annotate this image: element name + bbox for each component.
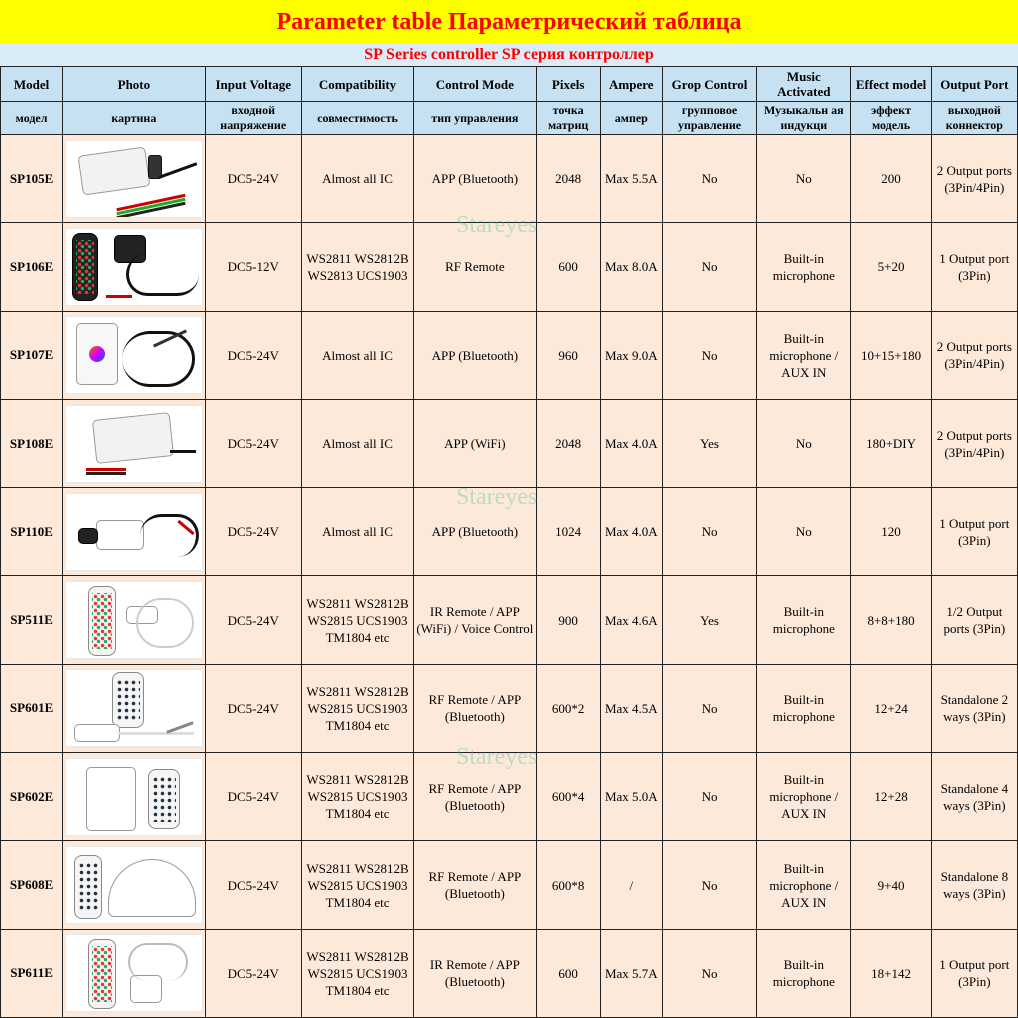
header-ru-control-mode: тип управления — [414, 102, 536, 135]
table-row — [1, 399, 1018, 487]
group-control-cell: Yes — [662, 399, 756, 487]
header-photo: Photo — [63, 67, 205, 102]
ampere-cell: Max 9.0A — [600, 311, 662, 399]
compatibility-cell: WS2811 WS2812B WS2815 UCS1903 TM1804 etc — [301, 576, 413, 664]
photo-cell — [63, 576, 205, 664]
compatibility-cell: Almost all IC — [301, 311, 413, 399]
group-control-cell: No — [662, 664, 756, 752]
control-mode-cell: RF Remote — [414, 223, 536, 311]
table-row — [1, 311, 1018, 399]
group-control-cell: No — [662, 135, 756, 223]
music-cell: Built-in microphone — [757, 223, 851, 311]
group-control-cell: Yes — [662, 576, 756, 664]
pixels-cell: 600*8 — [536, 841, 600, 929]
header-ru-photo: картина — [63, 102, 205, 135]
photo-cell — [63, 135, 205, 223]
header-row-ru — [1, 102, 1018, 135]
photo-cell — [63, 488, 205, 576]
music-cell: No — [757, 135, 851, 223]
voltage-cell: DC5-12V — [205, 223, 301, 311]
compatibility-cell: Almost all IC — [301, 488, 413, 576]
watermark: Stareyes — [456, 484, 538, 510]
output-port-cell: 1 Output port (3Pin) — [931, 929, 1017, 1017]
header-effect-model: Effect model — [851, 67, 931, 102]
model-cell: SP511E — [1, 576, 63, 664]
ampere-cell: Max 5.7A — [600, 929, 662, 1017]
effect-cell: 9+40 — [851, 841, 931, 929]
music-cell: No — [757, 399, 851, 487]
model-cell: SP106E — [1, 223, 63, 311]
music-cell: Built-in microphone — [757, 929, 851, 1017]
output-port-cell: 1 Output port (3Pin) — [931, 223, 1017, 311]
output-port-cell: Standalone 4 ways (3Pin) — [931, 753, 1017, 841]
effect-cell: 180+DIY — [851, 399, 931, 487]
table-row — [1, 664, 1018, 752]
header-ru-model: модел — [1, 102, 63, 135]
header-output-port: Output Port — [931, 67, 1017, 102]
header-ru-compatibility: совместимость — [301, 102, 413, 135]
wifi-controller-photo — [65, 405, 202, 483]
table-row — [1, 135, 1018, 223]
ampere-cell: / — [600, 841, 662, 929]
group-control-cell: No — [662, 311, 756, 399]
music-cell: No — [757, 488, 851, 576]
pixels-cell: 600 — [536, 223, 600, 311]
controller-with-cables-photo — [65, 140, 202, 218]
control-mode-cell: APP (Bluetooth) — [414, 135, 536, 223]
header-compatibility: Compatibility — [301, 67, 413, 102]
group-control-cell: No — [662, 929, 756, 1017]
pixels-cell: 1024 — [536, 488, 600, 576]
model-cell: SP110E — [1, 488, 63, 576]
ampere-cell: Max 8.0A — [600, 223, 662, 311]
voltage-cell: DC5-24V — [205, 311, 301, 399]
pixels-cell: 600*2 — [536, 664, 600, 752]
effect-cell: 12+24 — [851, 664, 931, 752]
table-row — [1, 929, 1018, 1017]
pixels-cell: 2048 — [536, 399, 600, 487]
model-cell: SP608E — [1, 841, 63, 929]
photo-cell — [63, 841, 205, 929]
compatibility-cell: WS2811 WS2812B WS2815 UCS1903 TM1804 etc — [301, 664, 413, 752]
ampere-cell: Max 5.0A — [600, 753, 662, 841]
voltage-cell: DC5-24V — [205, 841, 301, 929]
table-row — [1, 576, 1018, 664]
remote-and-round-controller-photo — [65, 846, 202, 924]
header-ru-effect-model: эффект модель — [851, 102, 931, 135]
control-mode-cell: APP (Bluetooth) — [414, 488, 536, 576]
group-control-cell: No — [662, 841, 756, 929]
group-control-cell: No — [662, 223, 756, 311]
effect-cell: 10+15+180 — [851, 311, 931, 399]
effect-cell: 5+20 — [851, 223, 931, 311]
control-mode-cell: RF Remote / APP (Bluetooth) — [414, 841, 536, 929]
voltage-cell: DC5-24V — [205, 576, 301, 664]
voltage-cell: DC5-24V — [205, 488, 301, 576]
header-ru-music-activated: Музыкальн ая индукци — [757, 102, 851, 135]
header-ru-group-control: групповое управление — [662, 102, 756, 135]
effect-cell: 120 — [851, 488, 931, 576]
pixels-cell: 2048 — [536, 135, 600, 223]
ampere-cell: Max 4.0A — [600, 399, 662, 487]
music-cell: Built-in microphone — [757, 576, 851, 664]
photo-cell — [63, 223, 205, 311]
page-title: Parameter table Параметрический таблица — [0, 0, 1018, 46]
mini-bluetooth-controller-photo — [65, 493, 202, 571]
music-cell: Built-in microphone / AUX IN — [757, 311, 851, 399]
control-mode-cell: IR Remote / APP (WiFi) / Voice Control — [414, 576, 536, 664]
group-control-cell: No — [662, 488, 756, 576]
header-input-voltage: Input Voltage — [205, 67, 301, 102]
ampere-cell: Max 4.6A — [600, 576, 662, 664]
effect-cell: 8+8+180 — [851, 576, 931, 664]
ampere-cell: Max 5.5A — [600, 135, 662, 223]
control-mode-cell: APP (WiFi) — [414, 399, 536, 487]
control-mode-cell: IR Remote / APP (Bluetooth) — [414, 929, 536, 1017]
photo-cell — [63, 753, 205, 841]
controller-with-aux-cable-photo — [65, 316, 202, 394]
table-row — [1, 488, 1018, 576]
model-cell: SP107E — [1, 311, 63, 399]
model-cell: SP105E — [1, 135, 63, 223]
effect-cell: 12+28 — [851, 753, 931, 841]
header-pixels: Pixels — [536, 67, 600, 102]
header-ru-output-port: выходной коннектор — [931, 102, 1017, 135]
table-row — [1, 223, 1018, 311]
rf-remote-and-controller-photo — [65, 228, 202, 306]
model-cell: SP611E — [1, 929, 63, 1017]
control-mode-cell: RF Remote / APP (Bluetooth) — [414, 664, 536, 752]
header-model: Model — [1, 67, 63, 102]
output-port-cell: 2 Output ports (3Pin/4Pin) — [931, 311, 1017, 399]
voltage-cell: DC5-24V — [205, 135, 301, 223]
ir-remote-and-mini-controller-photo — [65, 934, 202, 1012]
header-music-activated: Music Activated — [757, 67, 851, 102]
pixels-cell: 600*4 — [536, 753, 600, 841]
ir-remote-and-controller-photo — [65, 581, 202, 659]
pixels-cell: 960 — [536, 311, 600, 399]
header-ampere: Ampere — [600, 67, 662, 102]
control-mode-cell: RF Remote / APP (Bluetooth) — [414, 753, 536, 841]
model-cell: SP601E — [1, 664, 63, 752]
control-mode-cell: APP (Bluetooth) — [414, 311, 536, 399]
music-cell: Built-in microphone / AUX IN — [757, 753, 851, 841]
photo-cell — [63, 399, 205, 487]
page-subtitle: SP Series controller SP серия контроллер — [0, 44, 1018, 66]
watermark: Stareyes — [456, 212, 538, 238]
photo-cell — [63, 929, 205, 1017]
table-row — [1, 841, 1018, 929]
table-row — [1, 753, 1018, 841]
header-ru-ampere: ампер — [600, 102, 662, 135]
compatibility-cell: WS2811 WS2812B WS2815 UCS1903 TM1804 etc — [301, 929, 413, 1017]
compatibility-cell: WS2811 WS2812B WS2815 UCS1903 TM1804 etc — [301, 753, 413, 841]
compatibility-cell: Almost all IC — [301, 135, 413, 223]
parameter-table — [0, 66, 1018, 1018]
model-cell: SP602E — [1, 753, 63, 841]
output-port-cell: Standalone 2 ways (3Pin) — [931, 664, 1017, 752]
music-cell: Built-in microphone / AUX IN — [757, 841, 851, 929]
pixels-cell: 900 — [536, 576, 600, 664]
watermark: Stareyes — [456, 744, 538, 770]
ampere-cell: Max 4.0A — [600, 488, 662, 576]
pixels-cell: 600 — [536, 929, 600, 1017]
compatibility-cell: Almost all IC — [301, 399, 413, 487]
output-port-cell: 2 Output ports (3Pin/4Pin) — [931, 399, 1017, 487]
header-ru-input-voltage: входной напряжение — [205, 102, 301, 135]
voltage-cell: DC5-24V — [205, 664, 301, 752]
voltage-cell: DC5-24V — [205, 753, 301, 841]
header-row-en — [1, 67, 1018, 102]
compatibility-cell: WS2811 WS2812B WS2815 UCS1903 TM1804 etc — [301, 841, 413, 929]
voltage-cell: DC5-24V — [205, 399, 301, 487]
output-port-cell: 1/2 Output ports (3Pin) — [931, 576, 1017, 664]
voltage-cell: DC5-24V — [205, 929, 301, 1017]
model-cell: SP108E — [1, 399, 63, 487]
photo-cell — [63, 311, 205, 399]
photo-cell — [63, 664, 205, 752]
output-port-cell: 2 Output ports (3Pin/4Pin) — [931, 135, 1017, 223]
rf-remote-and-controller-photo — [65, 669, 202, 747]
output-port-cell: Standalone 8 ways (3Pin) — [931, 841, 1017, 929]
compatibility-cell: WS2811 WS2812B WS2813 UCS1903 — [301, 223, 413, 311]
output-port-cell: 1 Output port (3Pin) — [931, 488, 1017, 576]
header-ru-pixels: точка матриц — [536, 102, 600, 135]
effect-cell: 200 — [851, 135, 931, 223]
effect-cell: 18+142 — [851, 929, 931, 1017]
controller-and-rf-remote-photo — [65, 758, 202, 836]
header-control-mode: Control Mode — [414, 67, 536, 102]
ampere-cell: Max 4.5A — [600, 664, 662, 752]
music-cell: Built-in microphone — [757, 664, 851, 752]
group-control-cell: No — [662, 753, 756, 841]
header-group-control: Grop Control — [662, 67, 756, 102]
